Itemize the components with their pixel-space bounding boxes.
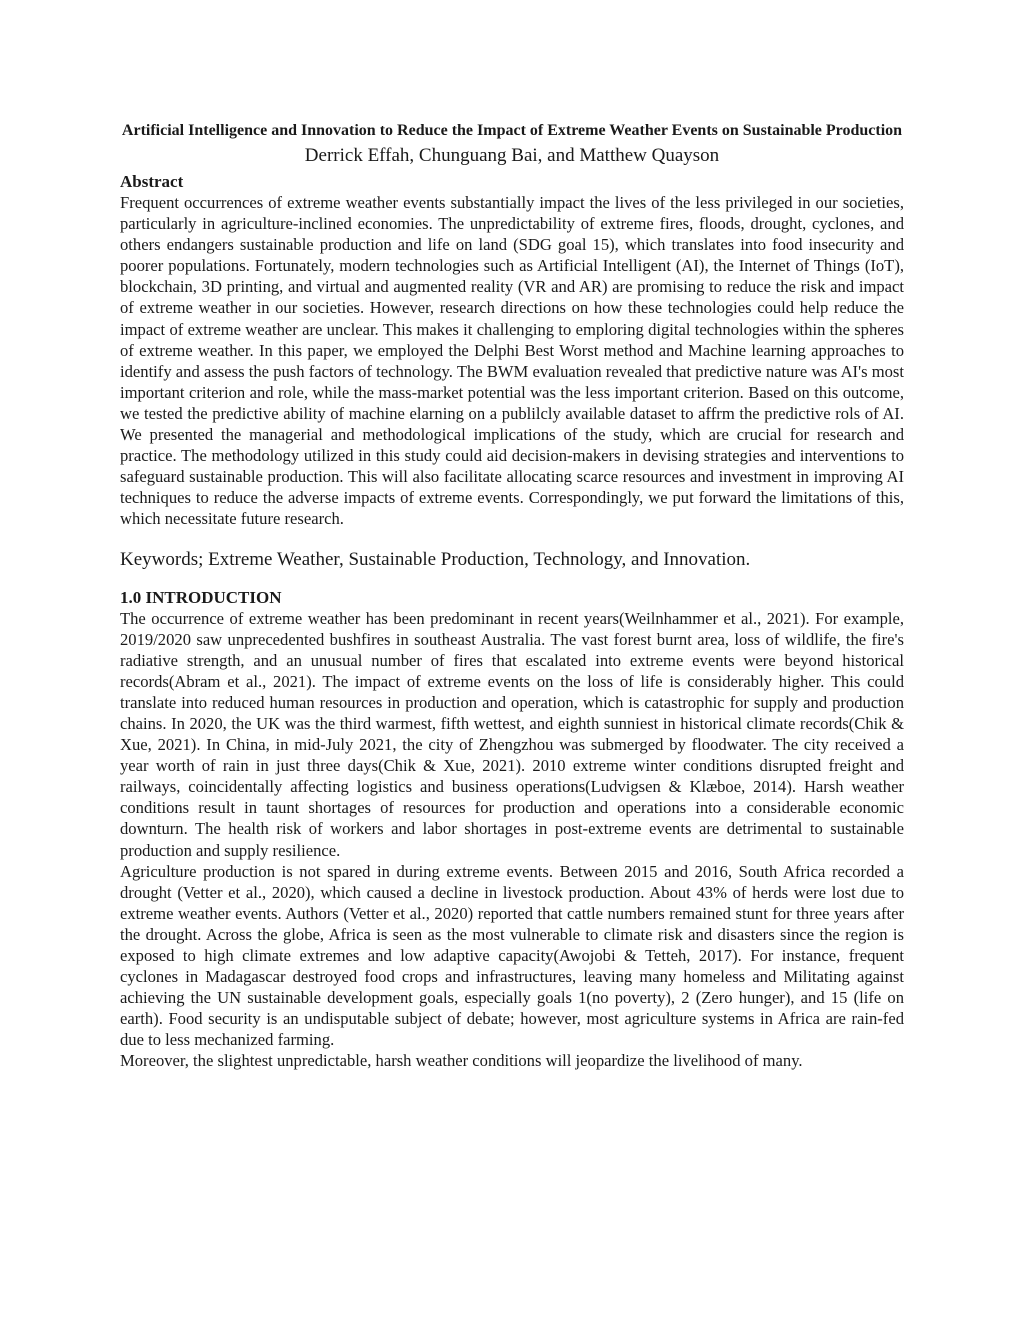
intro-paragraph-1: The occurrence of extreme weather has been predominant in recent years(Weilnhammer et al., 2021). For example, 2019/2020 saw unprecedented bushfires in southeast Australia. The vast forest burnt area, loss of wildlife, the fire's radiative strength, and an unusual number of fires that escalated into extreme events were beyond historical records(Abram et al., 2021). The impact of extreme events on the loss of life is considerably higher. This could translate into reduced human resources in production and operation, which is catastrophic for supply and production chains. In 2020, the UK was the third warmest, fifth wettest, and eighth sunniest in historical climate records(Chik & Xue, 2021). In China, in mid-July 2021, the city of Zhengzhou was submerged by floodwater. The city received a year worth of rain in just three days(Chik & Xue, 2021). 2010 extreme winter conditions disrupted freight and railways, coincidentally affecting logistics and business operations(Ludvigsen & Klæboe, 2014). Harsh weather conditions result in taunt shortages of resources for production and operations into a considerable economic downturn. The health risk of workers and labor shortages in post-extreme events are detrimental to sustainable production and supply resilience.: [120, 608, 904, 860]
paper-title: Artificial Intelligence and Innovation to Reduce the Impact of Extreme Weather Events on Sustainable Production: [121, 122, 903, 139]
intro-paragraph-3: Moreover, the slightest unpredictable, harsh weather conditions will jeopardize the livelihood of many.: [120, 1051, 803, 1071]
abstract-text: Frequent occurrences of extreme weather events substantially impact the lives of the less privileged in our societies, particularly in agriculture-inclined economies. The unpredictability of extreme fires, floods, drought, cyclones, and others endangers sustainable production and life on land (SDG goal 15), which translates into food insecurity and poorer populations. Fortunately, modern technologies such as Artificial Intelligent (AI), the Internet of Things (IoT), blockchain, 3D printing, and virtual and augmented reality (VR and AR) are promising to reduce the risk and impact of extreme weather in our societies. However, research directions on how these technologies could help reduce the impact of extreme weather are unclear. This makes it challenging to emploring digital technologies within the spheres of extreme weather. In this paper, we employed the Delphi Best Worst method and Machine learning approaches to identify and assess the push factors of technology. The BWM evaluation revealed that predictive nature was AI's most important criterion and role, while the mass-market potential was the less important criterion. Based on this outcome, we tested the predictive ability of machine elarning on a publilcly available dataset to affrm the predictive rols of AI. We presented the managerial and methodological implications of the study, which are crucial for research and practice. The methodology utilized in this study could aid decision-makers in devising strategies and interventions to safeguard sustainable production. This will also facilitate allocating scarce resources and investment in improving AI techniques to reduce the adverse impacts of extreme events. Correspondingly, we put forward the limitations of this, which necessitate future research.: [120, 193, 904, 529]
abstract-heading: Abstract: [120, 172, 184, 191]
introduction-heading: 1.0 INTRODUCTION: [120, 587, 282, 607]
intro-paragraph-2: Agriculture production is not spared in during extreme events. Between 2015 and 2016, South Africa recorded a drought (Vetter et al., 2020), which caused a decline in livestock production. About 43% of herds were lost due to extreme weather events. Authors (Vetter et al., 2020) reported that cattle numbers remained stunt for three years after the drought. Across the globe, Africa is seen as the most vulnerable to climate risk and disasters since the region is exposed to high climate extremes and low adaptive capacity(Awojobi & Tetteh, 2017). For instance, frequent cyclones in Madagascar destroyed food crops and infrastructures, leaving many homeless and Militating against achieving the UN sustainable development goals, especially goals 1(no poverty), 2 (Zero hunger), and 15 (life on earth). Food security is an undisputable subject of debate; however, most agriculture systems in Africa are rain-fed due to less mechanized farming.: [120, 861, 904, 1050]
author-list: Derrick Effah, Chunguang Bai, and Matthew Quayson: [304, 145, 720, 166]
paper-page: [120, 120, 904, 1072]
keywords-line: Keywords; Extreme Weather, Sustainable Production, Technology, and Innovation.: [120, 548, 751, 570]
